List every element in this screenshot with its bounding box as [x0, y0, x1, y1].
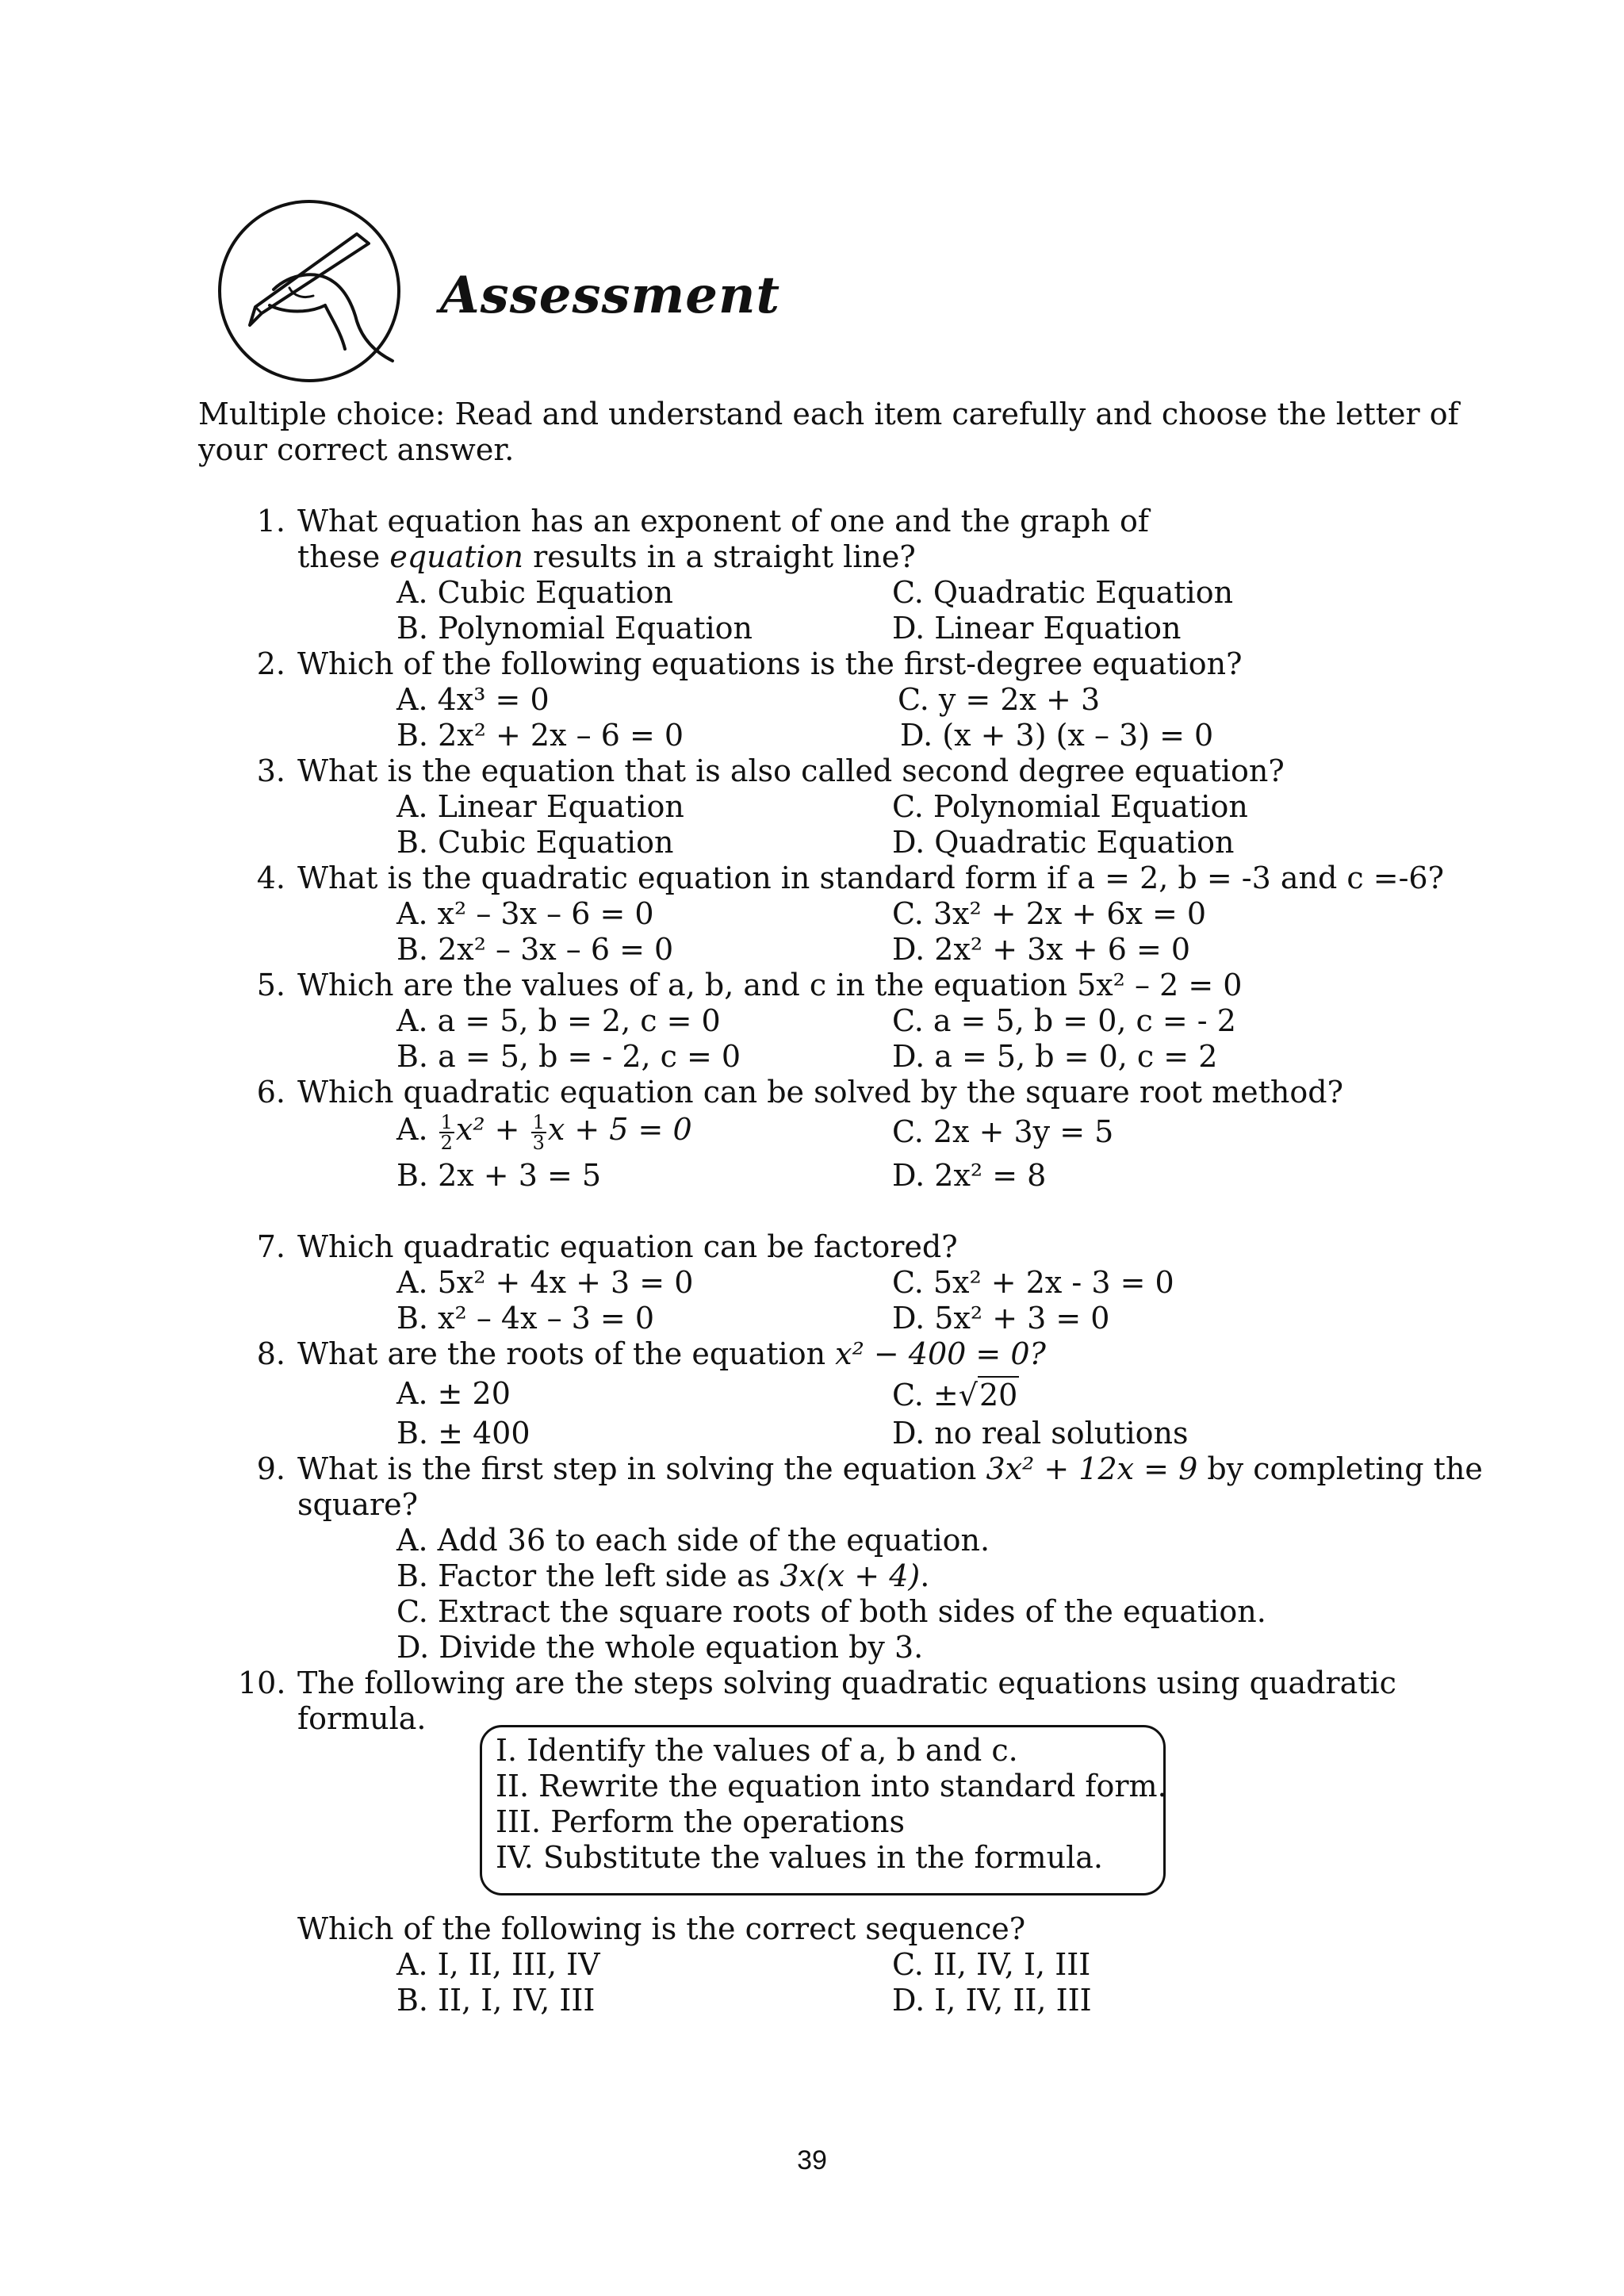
- q4-option-c: C. 3x² + 2x + 6x = 0: [892, 896, 1207, 931]
- q10-option-d: D. I, IV, II, III: [892, 1983, 1092, 2018]
- q5-text: Which are the values of a, b, and c in the equation 5x² – 2 = 0: [297, 968, 1243, 1002]
- q8-number: 8.: [256, 1336, 285, 1371]
- q6-option-b: B. 2x + 3 = 5: [396, 1158, 602, 1193]
- q6-option-d: D. 2x² = 8: [892, 1158, 1047, 1193]
- q10-option-a: A. I, II, III, IV: [396, 1947, 600, 1982]
- q5-number: 5.: [256, 968, 285, 1002]
- q8-option-a: A. ± 20: [396, 1376, 511, 1411]
- q5-option-d: D. a = 5, b = 0, c = 2: [892, 1039, 1218, 1074]
- q1-number: 1.: [256, 504, 285, 539]
- q9-text-line2: square?: [297, 1487, 418, 1522]
- q10-question: Which of the following is the correct sequence?: [297, 1911, 1026, 1946]
- fraction-one-half: $\frac{1}{2}$: [440, 1110, 453, 1154]
- q2-number: 2.: [256, 646, 285, 681]
- q10-number: 10.: [238, 1665, 286, 1700]
- q1-option-c: C. Quadratic Equation: [892, 575, 1234, 610]
- q5-option-b: B. a = 5, b = - 2, c = 0: [396, 1039, 741, 1074]
- q7-number: 7.: [256, 1229, 285, 1264]
- q8-text: What are the roots of the equation x² − 400 = 0?: [297, 1336, 1046, 1371]
- q4-option-d: D. 2x² + 3x + 6 = 0: [892, 932, 1191, 967]
- q4-option-a: A. x² – 3x – 6 = 0: [396, 896, 654, 931]
- q2-option-d: D. (x + 3) (x – 3) = 0: [900, 718, 1214, 753]
- q6-option-a: A. $\frac{1}{2}$ x² + $\frac{1}{3}$ x + 5 = 0: [396, 1110, 692, 1154]
- q6-option-c: C. 2x + 3y = 5: [892, 1114, 1114, 1149]
- q5-option-a: A. a = 5, b = 2, c = 0: [396, 1003, 721, 1038]
- q1-option-d: D. Linear Equation: [892, 611, 1182, 646]
- q9-option-a: A. Add 36 to each side of the equation.: [396, 1523, 990, 1558]
- q10-text: The following are the steps solving quadratic equations using quadratic: [297, 1665, 1396, 1700]
- q2-option-c: C. y = 2x + 3: [898, 682, 1101, 717]
- q3-number: 3.: [256, 753, 285, 788]
- q3-option-a: A. Linear Equation: [396, 789, 684, 824]
- q1-option-a: A. Cubic Equation: [396, 575, 673, 610]
- q2-option-b: B. 2x² + 2x – 6 = 0: [396, 718, 684, 753]
- instructions-line-2: your correct answer.: [198, 432, 515, 467]
- q7-option-d: D. 5x² + 3 = 0: [892, 1301, 1110, 1336]
- q3-option-c: C. Polynomial Equation: [892, 789, 1248, 824]
- step-1: I. Identify the values of a, b and c.: [496, 1733, 1018, 1768]
- q3-text: What is the equation that is also called second degree equation?: [297, 753, 1285, 788]
- q9-option-d: D. Divide the whole equation by 3.: [396, 1630, 924, 1665]
- q7-option-b: B. x² – 4x – 3 = 0: [396, 1301, 655, 1336]
- q10-option-b: B. II, I, IV, III: [396, 1983, 596, 2018]
- q8-option-c: C. ±√20: [892, 1378, 1018, 1412]
- q9-number: 9.: [256, 1451, 285, 1486]
- q4-number: 4.: [256, 861, 285, 895]
- q7-option-a: A. 5x² + 4x + 3 = 0: [396, 1265, 694, 1300]
- fraction-one-third: $\frac{1}{3}$: [532, 1110, 545, 1154]
- q8-option-b: B. ± 400: [396, 1416, 530, 1451]
- q9-text: What is the first step in solving the equation 3x² + 12x = 9 by completing the: [297, 1451, 1483, 1486]
- q9-option-b: B. Factor the left side as 3x(x + 4).: [396, 1558, 930, 1593]
- q3-option-b: B. Cubic Equation: [396, 825, 674, 860]
- q8-option-d: D. no real solutions: [892, 1416, 1189, 1451]
- page-number: 39: [797, 2145, 827, 2175]
- q6-number: 6.: [256, 1075, 285, 1110]
- q10-option-c: C. II, IV, I, III: [892, 1947, 1091, 1982]
- q4-text: What is the quadratic equation in standard form if a = 2, b = -3 and c =-6?: [297, 861, 1444, 895]
- q5-option-c: C. a = 5, b = 0, c = - 2: [892, 1003, 1236, 1038]
- q7-option-c: C. 5x² + 2x - 3 = 0: [892, 1265, 1174, 1300]
- page-title: Assessment: [440, 266, 781, 325]
- instructions-line-1: Multiple choice: Read and understand each item carefully and choose the letter of: [198, 397, 1459, 431]
- q3-option-d: D. Quadratic Equation: [892, 825, 1235, 860]
- step-2: II. Rewrite the equation into standard form.: [496, 1769, 1167, 1803]
- q4-option-b: B. 2x² – 3x – 6 = 0: [396, 932, 674, 967]
- q2-text: Which of the following equations is the first-degree equation?: [297, 646, 1243, 681]
- q2-option-a: A. 4x³ = 0: [396, 682, 550, 717]
- step-4: IV. Substitute the values in the formula.: [496, 1840, 1103, 1875]
- hand-writing-pencil-icon: [214, 194, 404, 389]
- q6-text: Which quadratic equation can be solved by the square root method?: [297, 1075, 1343, 1110]
- q7-text: Which quadratic equation can be factored?: [297, 1229, 958, 1264]
- q9-option-c: C. Extract the square roots of both sides of the equation.: [396, 1594, 1266, 1629]
- step-3: III. Perform the operations: [496, 1804, 906, 1839]
- q10-text-line2: formula.: [297, 1701, 427, 1736]
- q1-text-line2: these equation results in a straight line?: [297, 539, 916, 574]
- q1-option-b: B. Polynomial Equation: [396, 611, 753, 646]
- q1-text: What equation has an exponent of one and the graph of: [297, 504, 1149, 539]
